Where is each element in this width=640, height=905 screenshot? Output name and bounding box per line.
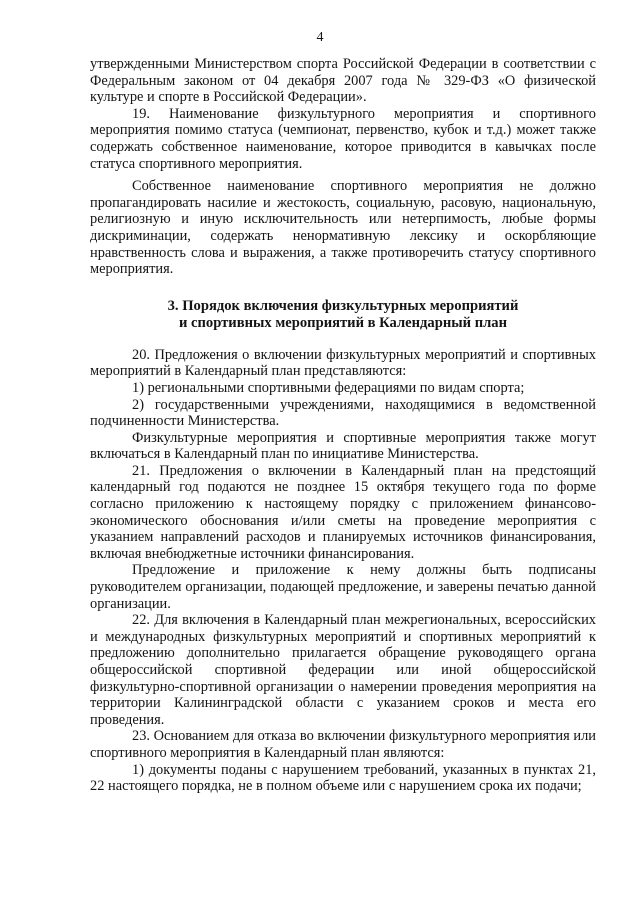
paragraph-item-22: 22. Для включения в Календарный план межрегиональных, всероссийских и международных физкультурных мероприятий и спортивных мероприятий к предложению дополнительно прилагается обращение руководящего органа общероссийской спортивной федерации или иной общероссийской физкультурно-спортивной организации о намерении проведения мероприятия на территории Калининградской области с указанием сроков и места его проведения. [90,612,596,728]
paragraph-ministry-initiative: Физкультурные мероприятия и спортивные мероприятия также могут включаться в Календарный план по инициативе Министерства. [90,429,596,463]
section-3-title [90,298,596,332]
section-title-line-2: и спортивных мероприятий в Календарный план [178,314,508,331]
list-item-regional-federations: 1) региональными спортивными федерациями по видам спорта; [132,379,525,396]
paragraph-item-19: 19. Наименование физкультурного мероприятия и спортивного мероприятия помимо статуса (чемпионат, первенство, кубок и т.д.) может также содержать собственное наименование, которое приводится в кавычках после статуса спортивного мероприятия. [90,105,596,172]
list-item-document-violations: 1) документы поданы с нарушением требований, указанных в пунктах 21, 22 настоящего порядка, не в полном объеме или с нарушением срока их подачи; [90,761,596,795]
page-number: 4 [316,30,324,45]
list-item-state-institutions: 2) государственными учреждениями, находящимися в ведомственной подчиненности Министерства. [90,396,596,430]
paragraph-signature-requirement: Предложение и приложение к нему должны быть подписаны руководителем организации, подающей предложение, и заверены печатью данной организации. [90,562,596,612]
paragraph-item-23: 23. Основанием для отказа во включении физкультурного мероприятия или спортивного мероприятия в Календарный план являются: [90,728,596,761]
paragraph-continuation: утвержденными Министерством спорта Российской Федерации в соответствии с Федеральным законом от 04 декабря 2007 года № 329-ФЗ «О физической культуре и спорте в Российской Федерации». [90,56,596,106]
paragraph-own-name-restrictions: Собственное наименование спортивного мероприятия не должно пропагандировать насилие и жестокость, социальную, расовую, национальную, религиозную и иную исключительность или нетерпимость, любые формы дискриминации, содержать ненормативную лексику и оскорбляющие нравственность слова и выражения, а также противоречить статусу спортивного мероприятия. [90,178,596,278]
paragraph-item-20: 20. Предложения о включении физкультурных мероприятий и спортивных мероприятий в Календарный план представляются: [90,346,596,380]
paragraph-item-21: 21. Предложения о включении в Календарный план на предстоящий календарный год подаются не позднее 15 октября текущего года по форме согласно приложению к настоящему порядку с приложением финансово-экономического обоснования и/или сметы на проведение мероприятия с указанием направлений расходов и планируемых источников финансирования, включая внебюджетные источники финансирования. [90,462,596,562]
document-body [90,56,596,795]
section-title-line-1: 3. Порядок включения физкультурных мероприятий [167,297,519,314]
